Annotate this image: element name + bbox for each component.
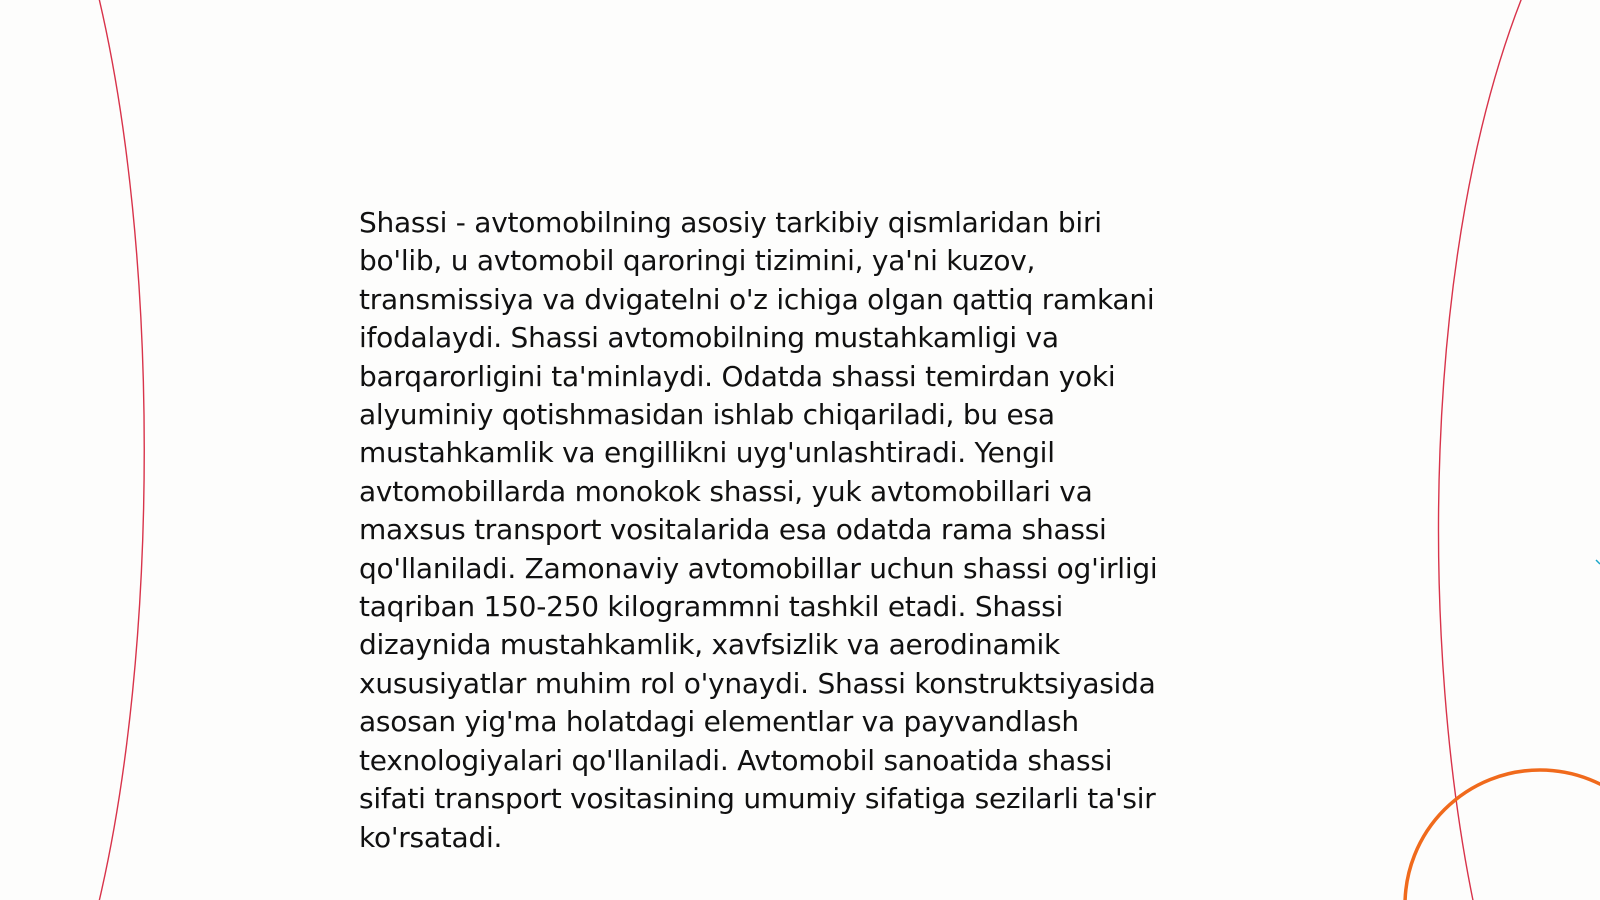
paragraph-line: ifodalaydi. Shassi avtomobilning mustahkamligi va <box>359 321 1059 355</box>
body-paragraph <box>359 204 1239 857</box>
paragraph-line: xususiyatlar muhim rol o'ynaydi. Shassi konstruktsiyasida <box>359 666 1156 700</box>
paragraph-line: asosan yig'ma holatdagi elementlar va payvandlash <box>359 705 1079 739</box>
right-arc-line <box>1439 0 1525 900</box>
left-arc-line <box>97 0 144 900</box>
paragraph-line: barqarorligini ta'minlaydi. Odatda shassi temirdan yoki <box>359 359 1116 393</box>
corner-orange-circle <box>1405 770 1600 900</box>
paragraph-line: Shassi - avtomobilning asosiy tarkibiy qismlaridan biri <box>359 206 1102 239</box>
paragraph-line: bo'lib, u avtomobil qaroringi tizimini, ya'ni kuzov, <box>359 244 1036 278</box>
paragraph-line: ko'rsatadi. <box>359 820 503 854</box>
paragraph-line: sifati transport vositasining umumiy sifatiga sezilarli ta'sir <box>359 782 1156 816</box>
paragraph-line: dizaynida mustahkamlik, xavfsizlik va aerodinamik <box>359 628 1060 662</box>
paragraph-line: mustahkamlik va engillikni uyg'unlashtiradi. Yengil <box>359 436 1055 470</box>
paragraph-line: alyuminiy qotishmasidan ishlab chiqariladi, bu esa <box>359 398 1055 432</box>
paragraph-line: taqriban 150-250 kilogrammni tashkil etadi. Shassi <box>359 590 1063 624</box>
paragraph-line: texnologiyalari qo'llaniladi. Avtomobil sanoatida shassi <box>359 743 1113 777</box>
paragraph-line: qo'llaniladi. Zamonaviy avtomobillar uchun shassi og'irligi <box>359 551 1158 585</box>
paragraph-line: transmissiya va dvigatelni o'z ichiga olgan qattiq ramkani <box>359 282 1155 316</box>
paragraph-line: avtomobillarda monokok shassi, yuk avtomobillari va <box>359 474 1093 508</box>
edge-accent-mark <box>1596 560 1600 564</box>
paragraph-line: maxsus transport vositalarida esa odatda rama shassi <box>359 513 1107 547</box>
